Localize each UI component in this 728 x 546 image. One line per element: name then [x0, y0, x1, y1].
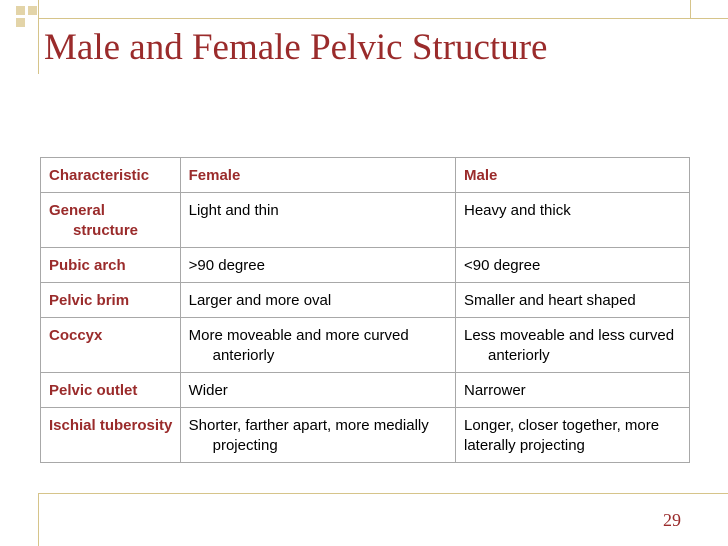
- corner-decoration: [28, 6, 37, 15]
- characteristic-text: Ischial tuberosity: [49, 417, 173, 434]
- corner-decoration: [16, 18, 25, 27]
- corner-decoration: [16, 6, 25, 15]
- table-row: [41, 193, 690, 248]
- row-female: [180, 408, 455, 463]
- row-characteristic: Pelvic brim: [41, 283, 181, 318]
- row-characteristic: Pelvic outlet: [41, 373, 181, 408]
- frame-right-line: [690, 0, 691, 18]
- row-male: Longer, closer together, more laterally projecting: [455, 408, 689, 463]
- comparison-table-container: [40, 157, 690, 463]
- male-text: Less moveable and less curved anteriorly: [463, 327, 675, 364]
- row-characteristic: [41, 193, 181, 248]
- slide-title: Male and Female Pelvic Structure: [44, 27, 548, 68]
- female-text: More moveable and more curved anteriorly: [188, 327, 409, 364]
- female-text: Shorter, farther apart, more medially projecting: [188, 417, 429, 454]
- header-characteristic: Characteristic: [41, 158, 181, 193]
- row-characteristic: [41, 408, 181, 463]
- frame-top-line: [38, 18, 728, 19]
- table-row: [41, 408, 690, 463]
- row-male: Heavy and thick: [455, 193, 689, 248]
- table-row: [41, 318, 690, 373]
- table-row: [41, 248, 690, 283]
- pelvis-comparison-table: [40, 157, 690, 463]
- row-female: [180, 318, 455, 373]
- table-row: [41, 373, 690, 408]
- row-male: Narrower: [455, 373, 689, 408]
- header-female: Female: [180, 158, 455, 193]
- frame-bottom-line: [38, 493, 728, 494]
- table-header-row: [41, 158, 690, 193]
- characteristic-text: General structure: [49, 202, 139, 239]
- row-female: Larger and more oval: [180, 283, 455, 318]
- row-female: Wider: [180, 373, 455, 408]
- header-male: Male: [455, 158, 689, 193]
- table-row: [41, 283, 690, 318]
- row-characteristic: Coccyx: [41, 318, 181, 373]
- frame-left-line: [38, 0, 39, 74]
- frame-bottom-left-line: [38, 493, 39, 546]
- row-male: [455, 318, 689, 373]
- row-female: >90 degree: [180, 248, 455, 283]
- row-male: Smaller and heart shaped: [455, 283, 689, 318]
- row-male: <90 degree: [455, 248, 689, 283]
- row-characteristic: Pubic arch: [41, 248, 181, 283]
- page-number: 29: [663, 510, 681, 530]
- row-female: Light and thin: [180, 193, 455, 248]
